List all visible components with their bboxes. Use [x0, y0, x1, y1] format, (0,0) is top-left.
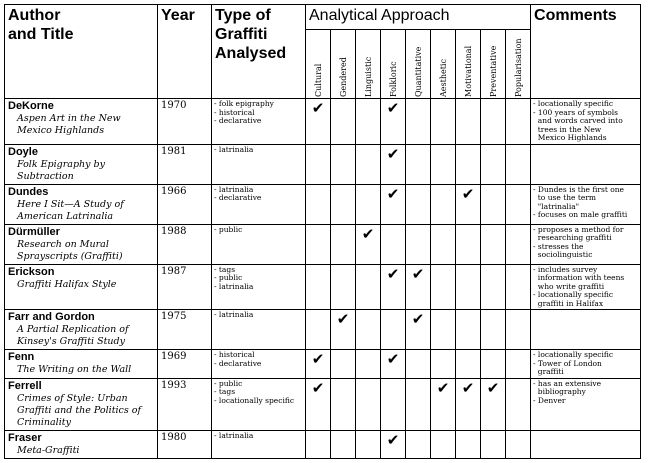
comment-line: - Dundes is the first one	[533, 184, 624, 194]
checkmark-icon: ✔	[386, 184, 400, 203]
approach-cell	[456, 184, 481, 224]
approach-cell	[456, 430, 481, 458]
graffiti-type-cell	[212, 264, 306, 310]
year-cell: 1970	[158, 99, 212, 145]
checkmark-icon: ✔	[311, 99, 325, 117]
author-title-cell	[5, 184, 158, 224]
approach-cell	[431, 430, 456, 458]
approach-cell	[481, 99, 506, 145]
approach-cell	[506, 430, 531, 458]
table-row	[5, 184, 641, 224]
graffiti-type-item: - historical	[214, 350, 255, 359]
approach-cell	[331, 99, 356, 145]
approach-cell	[381, 264, 406, 310]
comments-cell	[531, 144, 641, 184]
graffiti-type-cell	[212, 99, 306, 145]
graffiti-type-item: - tags	[214, 264, 236, 274]
approach-cell	[481, 310, 506, 350]
author-name: Fraser	[8, 431, 42, 444]
approach-cell	[306, 430, 331, 458]
approach-cell	[456, 264, 481, 310]
year-cell: 1966	[158, 184, 212, 224]
graffiti-type-item: - tags	[214, 387, 236, 396]
approach-cell	[331, 350, 356, 379]
approach-cell	[331, 224, 356, 264]
graffiti-type-item: - latrinalia	[214, 281, 254, 291]
comment-line: information with teens	[533, 273, 625, 282]
comment-line: - locationally specific	[533, 350, 614, 359]
author-title-cell	[5, 264, 158, 310]
approach-cell	[506, 144, 531, 184]
graffiti-type-item: - declarative	[214, 193, 262, 202]
comment-line: Mexico Highlands	[533, 133, 607, 142]
approach-cell	[406, 144, 431, 184]
graffiti-type-cell	[212, 310, 306, 350]
graffiti-type-item: - public	[214, 273, 243, 282]
approach-cell	[431, 99, 456, 145]
comments-cell	[531, 350, 641, 379]
comment-line: trees in the New	[533, 124, 602, 134]
approach-cell	[306, 350, 331, 379]
checkmark-icon: ✔	[386, 430, 400, 449]
approach-label: Aesthetic	[438, 59, 448, 97]
approach-cell	[356, 224, 381, 264]
comment-line: - Denver	[533, 395, 566, 405]
approach-label: Cultural	[313, 63, 323, 97]
graffiti-type-item: - locationally specific	[214, 395, 295, 405]
author-title-cell	[5, 144, 158, 184]
comment-line: graffiti	[533, 367, 564, 376]
checkmark-icon: ✔	[461, 184, 475, 203]
author-title-cell	[5, 350, 158, 379]
approach-cell	[431, 310, 456, 350]
approach-cell	[306, 99, 331, 145]
approach-header-quantitative	[406, 30, 431, 99]
approach-cell	[381, 99, 406, 145]
type-header-line1: Type of	[215, 7, 271, 24]
approach-cell	[406, 378, 431, 430]
comment-line: to use the term	[533, 193, 597, 202]
approach-cell	[356, 430, 381, 458]
author-title-cell	[5, 99, 158, 145]
author-header-line1: Author	[8, 7, 61, 24]
approach-cell	[356, 264, 381, 310]
graffiti-type-cell	[212, 350, 306, 379]
author-title-cell	[5, 378, 158, 430]
approach-cell	[306, 144, 331, 184]
approach-label: Quantitative	[413, 46, 423, 97]
graffiti-type-item: - public	[214, 378, 243, 388]
approach-cell	[481, 264, 506, 310]
author-name: Dürmüller	[8, 225, 60, 238]
checkmark-icon: ✔	[311, 378, 325, 397]
approach-cell	[506, 350, 531, 379]
year-cell: 1987	[158, 264, 212, 310]
approach-cell	[481, 378, 506, 430]
table-row	[5, 264, 641, 310]
approach-header-aesthetic	[431, 30, 456, 99]
graffiti-type-item: - declarative	[214, 116, 262, 125]
author-title-header	[5, 5, 158, 99]
comments-cell	[531, 430, 641, 458]
graffiti-type-item: - historical	[214, 107, 255, 117]
table-row	[5, 378, 641, 430]
approach-cell	[406, 264, 431, 310]
author-title-cell	[5, 430, 158, 458]
work-title: A Partial Replication of Kinsey's Graffiti Study	[17, 324, 129, 347]
checkmark-icon: ✔	[411, 310, 425, 328]
graffiti-type-cell	[212, 144, 306, 184]
approach-cell	[306, 224, 331, 264]
year-header: Year	[158, 5, 212, 99]
author-name: Fenn	[8, 351, 35, 363]
approach-cell	[506, 224, 531, 264]
approach-cell	[431, 184, 456, 224]
comment-line: - Tower of London	[533, 358, 602, 368]
approach-cell	[331, 310, 356, 350]
approach-cell	[406, 224, 431, 264]
checkmark-icon: ✔	[361, 224, 375, 243]
table-row	[5, 224, 641, 264]
approach-label: Preventative	[488, 45, 498, 97]
graffiti-type-cell	[212, 378, 306, 430]
graffiti-type-item: - latrinalia	[214, 184, 254, 194]
year-cell: 1981	[158, 144, 212, 184]
approach-cell	[456, 144, 481, 184]
author-name: Ferrell	[8, 379, 42, 392]
comment-line: sociolinguistic	[533, 250, 593, 259]
checkmark-icon: ✔	[461, 378, 475, 397]
comments-header: Comments	[531, 5, 641, 99]
approach-cell	[406, 184, 431, 224]
approach-cell	[481, 184, 506, 224]
approach-label: Gendered	[338, 57, 348, 97]
approach-cell	[306, 264, 331, 310]
approach-label: Motivational	[463, 45, 473, 97]
year-cell: 1993	[158, 378, 212, 430]
comment-line: and words carved into	[533, 116, 623, 125]
comments-cell	[531, 264, 641, 310]
approach-header-motivational	[456, 30, 481, 99]
comment-line: who write graffiti	[533, 281, 605, 291]
work-title: Crimes of Style: Urban Graffiti and the Politics of Criminality	[17, 392, 142, 428]
work-title: Folk Epigraphy by Subtraction	[17, 158, 105, 182]
approach-cell	[481, 430, 506, 458]
approach-cell	[481, 350, 506, 379]
approach-cell	[356, 310, 381, 350]
approach-cell	[381, 144, 406, 184]
comment-line: - locationally specific	[533, 290, 614, 299]
approach-cell	[431, 378, 456, 430]
checkmark-icon: ✔	[436, 378, 450, 397]
comment-line: - locationally specific	[533, 99, 614, 108]
work-title: Meta-Graffiti	[17, 444, 80, 456]
author-title-cell	[5, 224, 158, 264]
checkmark-icon: ✔	[311, 350, 325, 368]
approach-cell	[306, 184, 331, 224]
author-name: Farr and Gordon	[8, 311, 95, 323]
author-title-cell	[5, 310, 158, 350]
approach-header-preventative	[481, 30, 506, 99]
approach-cell	[431, 224, 456, 264]
type-header-line3: Analysed	[215, 45, 287, 62]
comments-cell	[531, 224, 641, 264]
work-title: Graffiti Halifax Style	[17, 278, 117, 290]
table-row	[5, 144, 641, 184]
comment-line: graffiti in Halifax	[533, 298, 604, 308]
approach-cell	[406, 350, 431, 379]
year-cell: 1980	[158, 430, 212, 458]
comment-line: - includes survey	[533, 264, 598, 274]
year-cell: 1975	[158, 310, 212, 350]
approach-cell	[356, 99, 381, 145]
comment-line: - 100 years of symbols	[533, 107, 619, 117]
approach-cell	[306, 378, 331, 430]
approach-cell	[381, 350, 406, 379]
comment-line: - focuses on male graffiti	[533, 210, 628, 219]
comment-line: bibliography	[533, 387, 586, 396]
work-title: The Writing on the Wall	[17, 364, 132, 375]
approach-cell	[406, 310, 431, 350]
comments-cell	[531, 378, 641, 430]
analytical-approach-header: Analytical Approach	[306, 5, 531, 30]
approach-cell	[356, 184, 381, 224]
approach-cell	[331, 184, 356, 224]
approach-cell	[356, 378, 381, 430]
approach-cell	[381, 310, 406, 350]
comments-cell	[531, 99, 641, 145]
approach-label: Popularisation	[513, 38, 523, 97]
approach-cell	[381, 430, 406, 458]
approach-cell	[431, 144, 456, 184]
author-name: DeKorne	[8, 100, 54, 112]
graffiti-type-item: - latrinalia	[214, 310, 254, 319]
graffiti-type-cell	[212, 224, 306, 264]
approach-cell	[356, 144, 381, 184]
approach-cell	[456, 310, 481, 350]
year-cell: 1969	[158, 350, 212, 379]
approach-cell	[456, 350, 481, 379]
comment-line: - proposes a method for	[533, 224, 624, 234]
comment-line: researching graffiti	[533, 233, 612, 242]
approach-cell	[506, 99, 531, 145]
approach-cell	[331, 378, 356, 430]
comment-line: "latrinalia"	[533, 201, 580, 211]
graffiti-type-item: - folk epigraphy	[214, 99, 274, 108]
approach-cell	[356, 350, 381, 379]
approach-header-folkloric	[381, 30, 406, 99]
approach-cell	[381, 378, 406, 430]
approach-cell	[306, 310, 331, 350]
approach-cell	[481, 224, 506, 264]
table-row	[5, 350, 641, 379]
approach-cell	[506, 378, 531, 430]
approach-cell	[431, 350, 456, 379]
work-title: Aspen Art in the New Mexico Highlands	[17, 113, 121, 136]
checkmark-icon: ✔	[386, 144, 400, 163]
approach-cell	[481, 144, 506, 184]
checkmark-icon: ✔	[386, 350, 400, 368]
table-row	[5, 310, 641, 350]
type-header	[212, 5, 306, 99]
approach-cell	[456, 99, 481, 145]
author-name: Doyle	[8, 145, 38, 158]
approach-cell	[456, 378, 481, 430]
author-header-line2: and Title	[8, 26, 74, 43]
approach-cell	[381, 184, 406, 224]
approach-cell	[381, 224, 406, 264]
approach-label: Linguistic	[363, 56, 373, 97]
table-row	[5, 99, 641, 145]
approach-cell	[331, 430, 356, 458]
graffiti-type-cell	[212, 430, 306, 458]
work-title: Research on Mural Sprayscripts (Graffiti)	[17, 238, 123, 262]
approach-header-cultural	[306, 30, 331, 99]
comments-cell	[531, 310, 641, 350]
approach-label: Folkloric	[388, 61, 398, 97]
comments-cell	[531, 184, 641, 224]
year-cell: 1988	[158, 224, 212, 264]
approach-header-popularisation	[506, 30, 531, 99]
graffiti-studies-table	[4, 4, 641, 459]
work-title: Here I Sit—A Study of American Latrinalia	[17, 198, 124, 222]
author-name: Dundes	[8, 185, 49, 198]
checkmark-icon: ✔	[386, 99, 400, 117]
approach-cell	[431, 264, 456, 310]
approach-cell	[331, 144, 356, 184]
checkmark-icon: ✔	[386, 264, 400, 283]
graffiti-type-item: - declarative	[214, 358, 262, 368]
approach-cell	[456, 224, 481, 264]
approach-cell	[506, 310, 531, 350]
approach-header-gendered	[331, 30, 356, 99]
approach-header-linguistic	[356, 30, 381, 99]
approach-cell	[406, 99, 431, 145]
graffiti-type-item: - latrinalia	[214, 144, 254, 154]
comment-line: - stresses the	[533, 241, 584, 251]
graffiti-type-cell	[212, 184, 306, 224]
graffiti-type-item: - latrinalia	[214, 430, 254, 440]
checkmark-icon: ✔	[336, 310, 350, 328]
approach-cell	[331, 264, 356, 310]
approach-cell	[506, 264, 531, 310]
table-row	[5, 430, 641, 458]
approach-cell	[406, 430, 431, 458]
checkmark-icon: ✔	[486, 378, 500, 397]
graffiti-type-item: - public	[214, 224, 243, 234]
approach-cell	[506, 184, 531, 224]
type-header-line2: Graffiti	[215, 26, 268, 43]
comment-line: - has an extensive	[533, 378, 602, 388]
checkmark-icon: ✔	[411, 264, 425, 283]
author-name: Erickson	[8, 265, 55, 278]
